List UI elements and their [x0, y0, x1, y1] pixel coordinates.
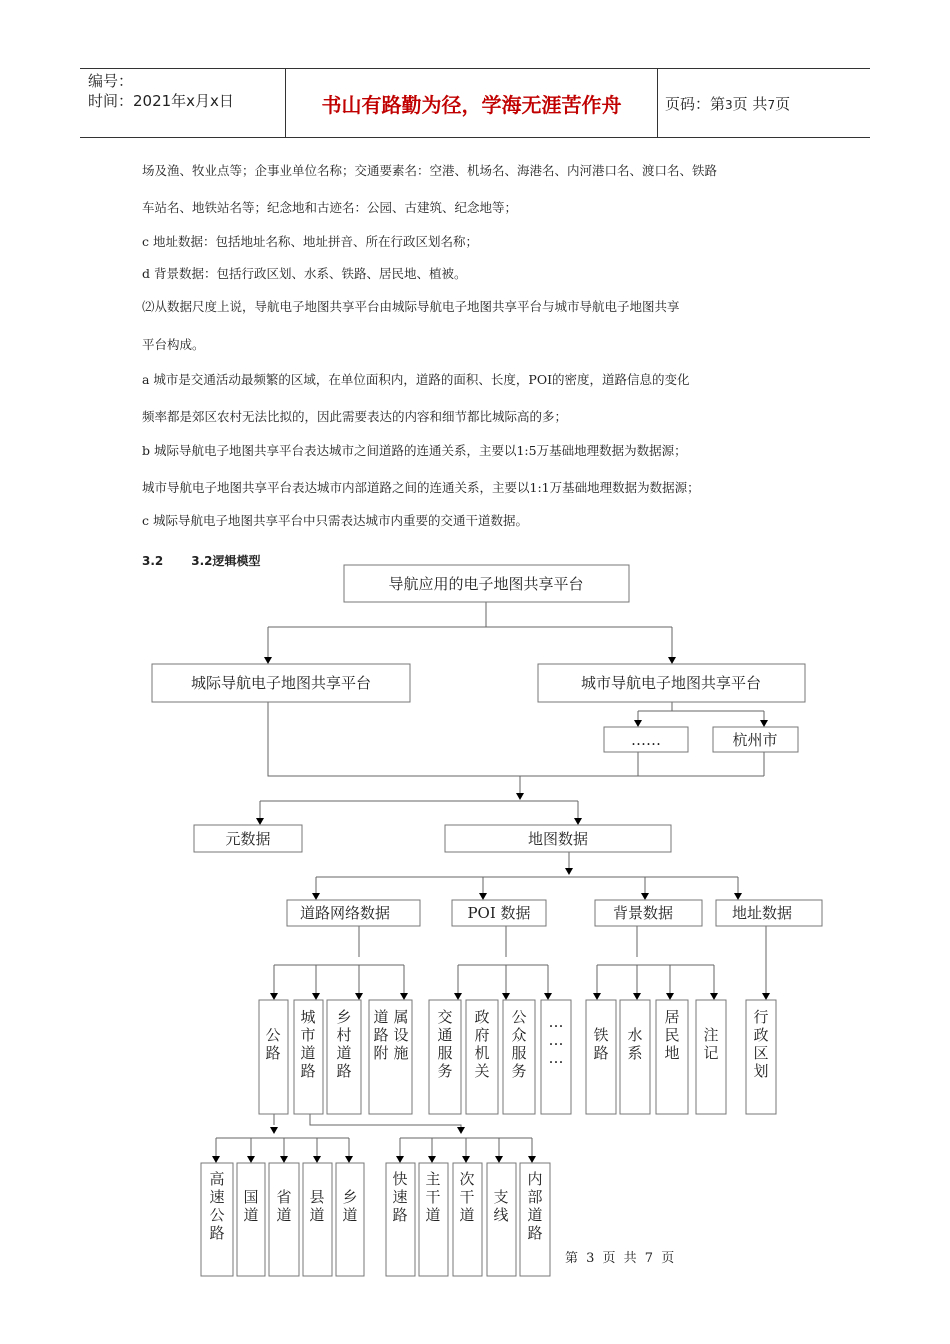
highway-type-label: 国道	[243, 1188, 259, 1224]
section-title: 3.2逻辑模型	[191, 554, 261, 568]
node-root-label: 导航应用的电子地图共享平台	[388, 575, 584, 593]
body-line: c 城际导航电子地图共享平台中只需表达城市内重要的交通干道数据。	[142, 513, 528, 528]
poi-type-label: … … …	[548, 1013, 564, 1067]
body-line: b 城际导航电子地图共享平台表达城市之间道路的连通关系，主要以1:5万基础地理数据为数据源；	[142, 443, 687, 458]
node-background	[595, 900, 702, 926]
city-road-type-label: 次干道	[459, 1170, 475, 1224]
body-line: 平台构成。	[142, 337, 205, 352]
doc-time-label: 时间：2021年x月x日	[88, 92, 234, 110]
highway-type-label: 省道	[276, 1188, 292, 1224]
doc-code-label: 编号：	[88, 72, 134, 90]
city-road-type-label: 快速路	[392, 1170, 408, 1224]
node-address-label: 地址数据	[731, 904, 793, 922]
highway-type-label: 县道	[309, 1188, 325, 1224]
road-type-label: 城市道路	[300, 1008, 316, 1080]
poi-type-label: 政府机关	[474, 1008, 490, 1080]
highway-type-label: 乡道	[342, 1188, 358, 1224]
city-road-type-label: 支线	[493, 1188, 509, 1224]
road-type-label: 乡村道路	[336, 1008, 352, 1080]
poi-type-label: 公众服务	[511, 1008, 527, 1080]
node-poi-label: POI 数据	[467, 904, 531, 922]
page-number: 3	[725, 98, 733, 112]
page-footer: 第 3 页 共 7 页	[565, 1251, 677, 1266]
node-root	[344, 565, 629, 602]
section-number: 3.2	[142, 554, 164, 568]
node-intercity	[152, 664, 410, 702]
page-suffix: 页	[775, 95, 791, 113]
node-hangzhou-label: 杭州市	[732, 731, 778, 749]
node-mapdata	[445, 825, 671, 852]
road-type-label: 道路附属设施	[373, 1008, 409, 1062]
city-road-type-label: 内部道路	[527, 1170, 543, 1242]
node-ellipsis	[604, 727, 688, 752]
road-type-label: 公路	[265, 1026, 281, 1062]
node-metadata	[194, 825, 302, 852]
node-ellipsis-label: ……	[631, 731, 661, 749]
page-prefix: 页码：第	[665, 95, 726, 113]
body-line: 场及渔、牧业点等；企事业单位名称；交通要素名：空港、机场名、海港名、内河港口名、渡口名、铁路	[142, 163, 718, 178]
header-motto: 书山有路勤为径，学海无涯苦作舟	[321, 93, 622, 117]
body-line: 城市导航电子地图共享平台表达城市内部道路之间的连通关系，主要以1:1万基础地理数据为数据源；	[142, 480, 700, 495]
body-line: c 地址数据：包括地址名称、地址拼音、所在行政区划名称；	[142, 234, 478, 249]
node-road-network	[287, 900, 420, 926]
highway-type-label: 高速公路	[209, 1170, 225, 1242]
node-road-network-label: 道路网络数据	[299, 904, 391, 922]
background-type-label: 居民地	[664, 1008, 680, 1062]
node-mapdata-label: 地图数据	[527, 830, 589, 848]
node-hangzhou	[713, 727, 798, 752]
body-line: ⑵从数据尺度上说，导航电子地图共享平台由城际导航电子地图共享平台与城市导航电子地图共享	[142, 299, 680, 314]
node-city-label: 城市导航电子地图共享平台	[580, 674, 762, 692]
node-poi	[452, 900, 546, 926]
poi-type-label: 交通服务	[437, 1008, 453, 1080]
background-type-label: 水系	[627, 1026, 643, 1062]
node-intercity-label: 城际导航电子地图共享平台	[190, 674, 372, 692]
address-type-label: 行政区划	[753, 1008, 769, 1080]
page-mid: 页 共	[732, 95, 768, 113]
node-metadata-label: 元数据	[225, 830, 271, 848]
background-type-label: 注记	[703, 1026, 719, 1062]
node-address	[716, 900, 822, 926]
body-line: 频率都是郊区农村无法比拟的，因此需要表达的内容和细节都比城际高的多；	[142, 409, 568, 424]
background-type-label: 铁路	[593, 1026, 609, 1062]
node-city	[538, 664, 805, 702]
total-pages: 7	[767, 98, 776, 112]
body-line: a 城市是交通活动最频繁的区域，在单位面积内，道路的面积、长度，POI的密度，道路信息的变化	[142, 372, 690, 387]
body-line: 车站名、地铁站名等；纪念地和古迹名：公园、古建筑、纪念地等；	[142, 200, 518, 215]
node-background-label: 背景数据	[612, 904, 674, 922]
city-road-type-label: 主干道	[425, 1170, 441, 1224]
body-line: d 背景数据：包括行政区划、水系、铁路、居民地、植被。	[142, 266, 467, 281]
